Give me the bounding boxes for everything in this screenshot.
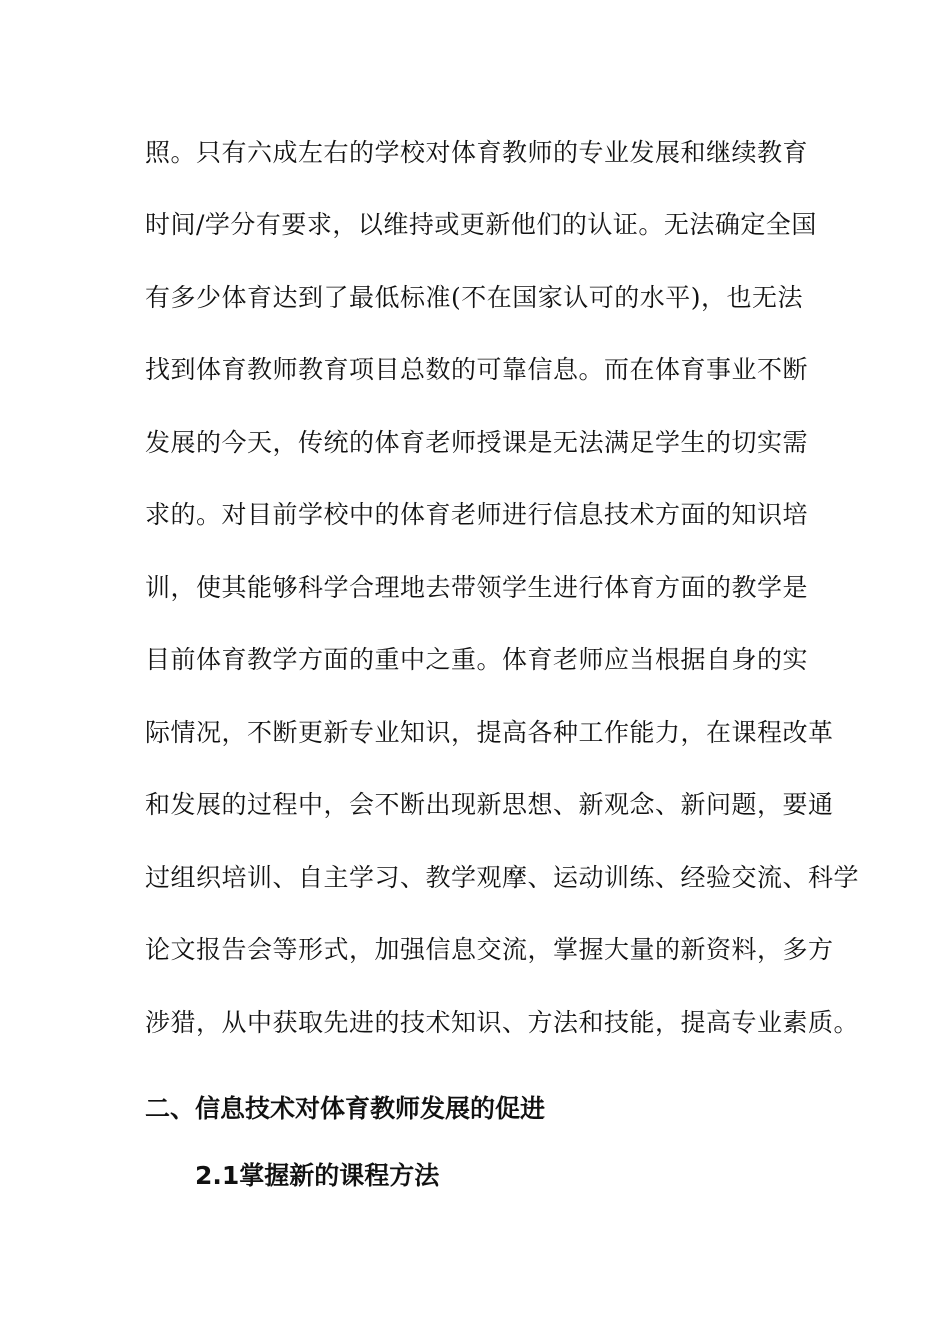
paragraph-line: 际情况，不断更新专业知识，提高各种工作能力，在课程改革 (145, 718, 834, 747)
paragraph-line: 发展的今天，传统的体育老师授课是无法满足学生的切实需 (145, 428, 809, 457)
paragraph-line: 时间/学分有要求，以维持或更新他们的认证。无法确定全国 (145, 210, 817, 239)
paragraph-line: 目前体育教学方面的重中之重。体育老师应当根据自身的实 (145, 645, 809, 674)
paragraph-line: 论文报告会等形式，加强信息交流，掌握大量的新资料，多方 (145, 935, 834, 964)
paragraph-line: 找到体育教师教育项目总数的可靠信息。而在体育事业不断 (145, 355, 809, 384)
paragraph-line: 和发展的过程中，会不断出现新思想、新观念、新问题，要通 (145, 790, 834, 819)
section-heading: 二、信息技术对体育教师发展的促进 (145, 1094, 546, 1123)
paragraph-line: 过组织培训、自主学习、教学观摩、运动训练、经验交流、科学 (145, 863, 860, 892)
paragraph-line: 有多少体育达到了最低标准(不在国家认可的水平)，也无法 (145, 283, 804, 312)
paragraph-line: 涉猎，从中获取先进的技术知识、方法和技能，提高专业素质。 (145, 1008, 860, 1037)
paragraph-line: 照。只有六成左右的学校对体育教师的专业发展和继续教育 (145, 138, 809, 167)
paragraph-line: 训，使其能够科学合理地去带领学生进行体育方面的教学是 (145, 573, 809, 602)
paragraph-line: 求的。对目前学校中的体育老师进行信息技术方面的知识培 (145, 500, 809, 529)
subsection-heading: 2.1掌握新的课程方法 (195, 1161, 440, 1190)
